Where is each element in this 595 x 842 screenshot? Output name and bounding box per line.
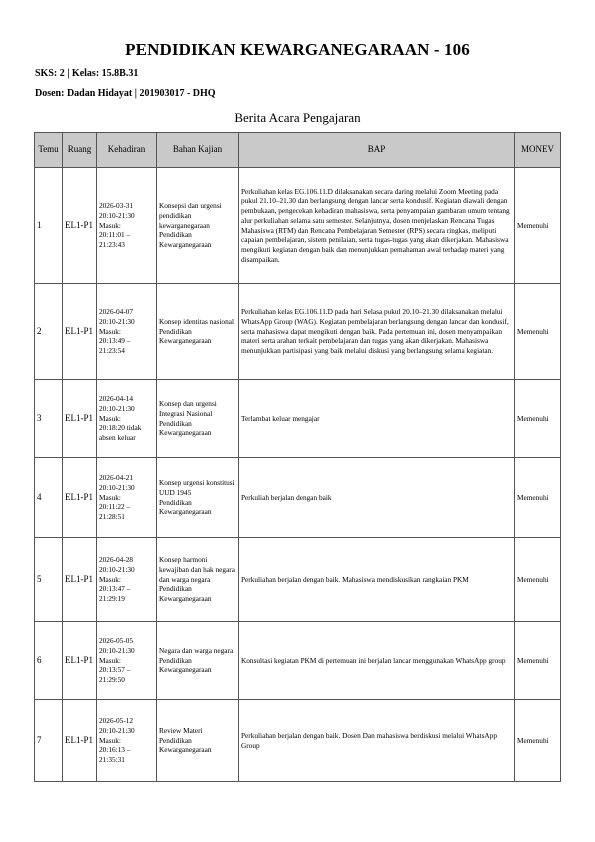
- cell-temu: 7: [35, 700, 63, 782]
- kehadiran-masuk-label: Masuk:: [99, 413, 121, 423]
- table-row: [35, 380, 561, 458]
- cell-monev: Memenuhi: [515, 700, 561, 782]
- cell-bap: Perkuliahan kelas EG.106.11.D pada hari Selasa pukul 20.10–21.30 dilaksanakan melalui WhatsApp Group (WAG). Kegiatan pembelajaran berlangsung dengan lancar dan kondusif, serta mahasiswa dapat mengikuti dengan baik. Pada pertemuan ini, dosen menyampaikan materi serta arahan terkait pembelajaran dan tugas yang akan dikerjakan. Mahasiswa menunjukkan partisipasi yang baik melalui diskusi yang berlangsung selama kegiatan.: [239, 284, 515, 380]
- cell-bap: Terlambat keluar mengajar: [239, 380, 515, 458]
- bahan-kajian-mk: Pendidikan Kewarganegaraan: [159, 326, 212, 346]
- col-header-temu: Temu: [35, 133, 63, 168]
- cell-monev: Memenuhi: [515, 622, 561, 700]
- bahan-kajian-topik: Konsep dan urgensi Integrasi Nasional: [159, 399, 217, 418]
- kehadiran-masuk: 20:13:47 – 21:29:19: [99, 584, 131, 604]
- col-header-kehadiran: Kehadiran: [97, 133, 157, 168]
- kehadiran-jam: 20:10-21:30: [99, 645, 135, 655]
- cell-bahan-kajian: [157, 538, 239, 622]
- kehadiran-tanggal: 2026-04-28: [99, 555, 134, 565]
- bahan-kajian-topik: Konsep harmoni kewajiban dan hak negara dan warga negara: [159, 555, 235, 584]
- bahan-kajian-topik: Konsepsi dan urgensi pendidikan kewarganegaraan: [159, 201, 222, 230]
- cell-monev: Memenuhi: [515, 168, 561, 284]
- cell-bap: Konsultasi kegiatan PKM di pertemuan ini berjalan lancar menggunakan WhatsApp group: [239, 622, 515, 700]
- cell-kehadiran: [97, 168, 157, 284]
- kehadiran-masuk: 20:11:01 – 21:23:43: [99, 230, 131, 250]
- cell-monev: Memenuhi: [515, 380, 561, 458]
- kehadiran-masuk: 20:13:49 – 21:23:54: [99, 336, 131, 356]
- table-row: [35, 538, 561, 622]
- table-row: [35, 168, 561, 284]
- kehadiran-tanggal: 2026-05-12: [99, 716, 134, 726]
- bahan-kajian-topik: Review Materi: [159, 725, 203, 735]
- cell-temu: 5: [35, 538, 63, 622]
- cell-kehadiran: [97, 284, 157, 380]
- cell-ruang: EL1-P1: [63, 458, 97, 538]
- bahan-kajian-topik: Negara dan warga negara: [159, 645, 234, 655]
- kehadiran-masuk-label: Masuk:: [99, 492, 121, 502]
- kehadiran-tanggal: 2026-04-07: [99, 307, 134, 317]
- bahan-kajian-mk: Pendidikan Kewarganegaraan: [159, 418, 212, 438]
- cell-kehadiran: [97, 458, 157, 538]
- cell-kehadiran: [97, 700, 157, 782]
- cell-monev: Memenuhi: [515, 538, 561, 622]
- kehadiran-jam: 20:10-21:30: [99, 725, 135, 735]
- cell-temu: 4: [35, 458, 63, 538]
- cell-kehadiran: [97, 622, 157, 700]
- table-row: [35, 622, 561, 700]
- cell-bahan-kajian: [157, 284, 239, 380]
- cell-bahan-kajian: [157, 458, 239, 538]
- cell-temu: 2: [35, 284, 63, 380]
- kehadiran-tanggal: 2026-05-05: [99, 636, 134, 646]
- cell-bahan-kajian: [157, 700, 239, 782]
- col-header-bahan-kajian: Bahan Kajian: [157, 133, 239, 168]
- sks-kelas-info: SKS: 2 | Kelas: 15.8B.31: [35, 68, 139, 79]
- page-title: PENDIDIKAN KEWARGANEGARAAN - 106: [125, 40, 470, 59]
- kehadiran-tanggal: 2026-03-31: [99, 201, 134, 211]
- dosen-info: Dosen: Dadan Hidayat | 201903017 - DHQ: [35, 88, 216, 99]
- kehadiran-jam: 20:10-21:30: [99, 482, 135, 492]
- bahan-kajian-mk: Pendidikan Kewarganegaraan: [159, 655, 212, 675]
- cell-monev: Memenuhi: [515, 284, 561, 380]
- kehadiran-masuk-label: Masuk:: [99, 326, 121, 336]
- cell-kehadiran: [97, 380, 157, 458]
- section-title: Berita Acara Pengajaran: [234, 110, 361, 125]
- bahan-kajian-topik: Konsep urgensi konstitusi UUD 1945: [159, 478, 235, 497]
- bahan-kajian-mk: Pendidikan Kewarganegaraan: [159, 497, 212, 517]
- cell-ruang: EL1-P1: [63, 622, 97, 700]
- kehadiran-jam: 20:10-21:30: [99, 210, 135, 220]
- bahan-kajian-mk: Pendidikan Kewarganegaraan: [159, 584, 212, 604]
- col-header-monev: MONEV: [515, 133, 561, 168]
- kehadiran-masuk-label: Masuk:: [99, 220, 121, 230]
- cell-bap: Perkuliah berjalan dengan baik: [239, 458, 515, 538]
- cell-ruang: EL1-P1: [63, 168, 97, 284]
- cell-ruang: EL1-P1: [63, 284, 97, 380]
- kehadiran-masuk-label: Masuk:: [99, 574, 121, 584]
- col-header-bap: BAP: [239, 133, 515, 168]
- cell-temu: 1: [35, 168, 63, 284]
- cell-bap: Perkuliahan kelas EG.106.11.D dilaksanakan secara daring melalui Zoom Meeting pada pukul 21.10–21.30 dan berlangsung dengan lancar serta kondusif. Kegiatan diawali dengan pembukaan, pengecekan kehadiran mahasiswa, serta penyampaian gambaran umum tentang alur perkuliahan selama satu semester. Selanjutnya, dosen menjelaskan Rencana Tugas Mahasiswa (RTM) dan Rencana Pembelajaran Semester (RPS) secara ringkas, meliputi capaian pembelajaran, sistem penilaian, serta tugas-tugas yang akan dikerjakan. Mahasiswa mengikuti kegiatan dengan baik dan menunjukkan pemahaman awal terhadap materi yang disampaikan.: [239, 168, 515, 284]
- table-row: [35, 458, 561, 538]
- cell-bahan-kajian: [157, 168, 239, 284]
- bap-table: [34, 132, 561, 782]
- cell-bap: Perkuliahan berjalan dengan baik. Mahasiswa mendiskusikan rangkaian PKM: [239, 538, 515, 622]
- table-header-row: [35, 133, 561, 168]
- kehadiran-tanggal: 2026-04-21: [99, 473, 134, 483]
- cell-kehadiran: [97, 538, 157, 622]
- cell-bahan-kajian: [157, 622, 239, 700]
- cell-monev: Memenuhi: [515, 458, 561, 538]
- bahan-kajian-mk: Pendidikan Kewarganegaraan: [159, 230, 212, 250]
- kehadiran-masuk: 20:16:13 – 21:35:31: [99, 745, 131, 765]
- kehadiran-masuk: 20:11:22 – 21:28:51: [99, 502, 131, 522]
- cell-bap: Perkuliahan berjalan dengan baik. Dosen Dan mahasiswa berdiskusi melalui WhatsApp Group: [239, 700, 515, 782]
- kehadiran-jam: 20:10-21:30: [99, 403, 135, 413]
- kehadiran-masuk: 20:18:20 tidak absen keluar: [99, 423, 142, 443]
- cell-temu: 6: [35, 622, 63, 700]
- kehadiran-masuk-label: Masuk:: [99, 735, 121, 745]
- cell-ruang: EL1-P1: [63, 700, 97, 782]
- cell-temu: 3: [35, 380, 63, 458]
- kehadiran-masuk: 20:13:57 – 21:29:50: [99, 665, 131, 685]
- bahan-kajian-topik: Konsep identitas nasional: [159, 316, 234, 326]
- kehadiran-masuk-label: Masuk:: [99, 655, 121, 665]
- cell-ruang: EL1-P1: [63, 380, 97, 458]
- col-header-ruang: Ruang: [63, 133, 97, 168]
- kehadiran-tanggal: 2026-04-14: [99, 394, 134, 404]
- table-row: [35, 700, 561, 782]
- cell-bahan-kajian: [157, 380, 239, 458]
- table-row: [35, 284, 561, 380]
- kehadiran-jam: 20:10-21:30: [99, 564, 135, 574]
- cell-ruang: EL1-P1: [63, 538, 97, 622]
- kehadiran-jam: 20:10-21:30: [99, 316, 135, 326]
- bahan-kajian-mk: Pendidikan Kewarganegaraan: [159, 735, 212, 755]
